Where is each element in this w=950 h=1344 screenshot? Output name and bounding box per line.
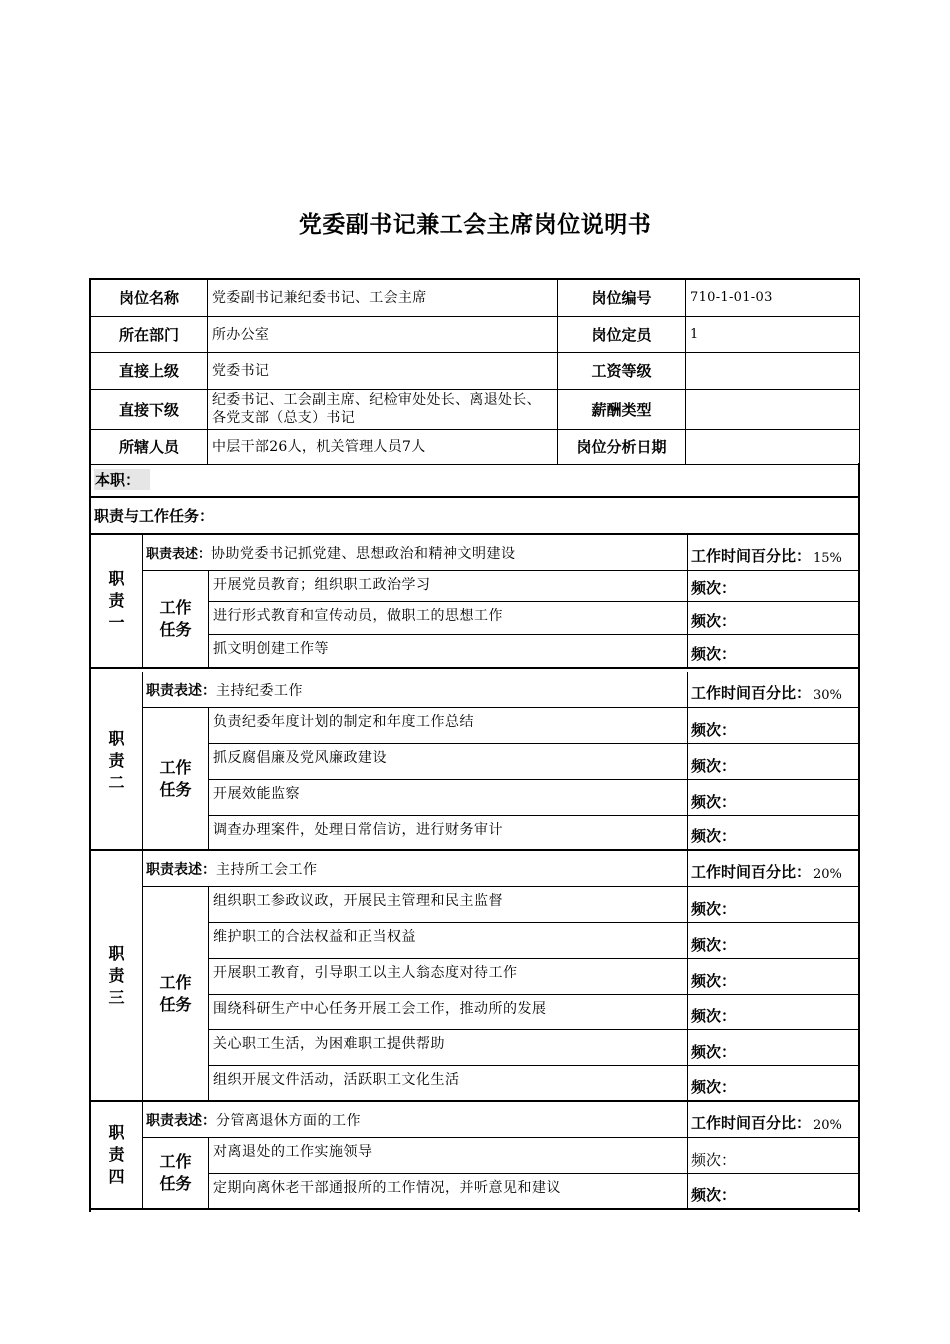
position-code-value: 710-1-01-03 [686, 280, 860, 317]
task-frequency: 频次： [688, 887, 858, 923]
task-frequency: 频次： [688, 959, 858, 995]
task-item: 组织开展文件活动，活跃职工文化生活 [209, 1066, 688, 1102]
duty-name-2 [91, 672, 143, 851]
duty-tasks-label-2 [143, 708, 209, 851]
task-frequency: 频次： [688, 1174, 858, 1210]
task-frequency: 频次： [688, 708, 858, 744]
position-name-value: 党委副书记兼纪委书记、工会主席 [208, 280, 558, 317]
duty-tasks-label-4 [143, 1138, 209, 1210]
duties-table [89, 535, 860, 1212]
subordinates-value: 纪委书记、工会副主席、纪检审处处长、离退处长、各党支部（总支）书记 [208, 390, 558, 430]
duty-time-label: 工作时间百分比： [691, 684, 812, 702]
duty-description-label: 职责表述： [146, 547, 212, 562]
salary-type-label: 薪酬类型 [558, 390, 686, 430]
task-frequency: 频次： [688, 780, 858, 816]
duty-tasks-label-text: 工作任务 [159, 972, 192, 1014]
duty-tasks-label-text: 工作任务 [159, 1152, 192, 1193]
task-frequency: 频次： [688, 744, 858, 780]
task-frequency: 频次： [688, 1066, 858, 1102]
document-title: 党委副书记兼工会主席岗位说明书 [298, 212, 652, 238]
duty-time-value: 20% [813, 867, 842, 882]
duty-tasks-label-3 [143, 887, 209, 1102]
task-frequency: 频次： [688, 1138, 858, 1174]
duty-description-2 [143, 672, 688, 708]
salary-type-value [686, 390, 860, 430]
task-item: 维护职工的合法权益和正当权益 [209, 923, 688, 959]
department-value: 所办公室 [208, 317, 558, 353]
task-item: 调查办理案件，处理日常信访，进行财务审计 [209, 816, 688, 851]
duty-description-label: 职责表述： [146, 861, 216, 878]
duty-description-text: 主持所工会工作 [216, 861, 318, 878]
task-item: 抓反腐倡廉及党风廉政建设 [209, 744, 688, 780]
duty-description-text: 分管离退休方面的工作 [216, 1112, 361, 1129]
basic-info-table [89, 278, 860, 465]
duty-description-1 [143, 535, 688, 571]
task-frequency: 频次： [688, 571, 858, 602]
duty-time-percent-2 [688, 672, 858, 708]
task-frequency: 频次： [688, 923, 858, 959]
task-item: 对离退处的工作实施领导 [209, 1138, 688, 1174]
duty-tasks-label-text: 工作任务 [159, 598, 192, 639]
duty-description-label: 职责表述： [146, 1112, 216, 1129]
main-duty-label [91, 463, 858, 498]
task-item: 组织职工参政议政，开展民主管理和民主监督 [209, 887, 688, 923]
duty-description-3 [143, 851, 688, 887]
analysis-date-value [686, 430, 860, 465]
main-duty-section [89, 463, 860, 537]
salary-grade-value [686, 353, 860, 390]
duty-tasks-label-text: 工作任务 [159, 757, 192, 799]
task-item: 抓文明创建工作等 [209, 635, 688, 669]
position-code-label: 岗位编号 [558, 280, 686, 317]
duty-description-text: 主持纪委工作 [216, 682, 303, 699]
duty-name-3 [91, 851, 143, 1102]
headcount-value: 1 [686, 317, 860, 353]
salary-grade-label: 工资等级 [558, 353, 686, 390]
task-frequency: 频次： [688, 1030, 858, 1066]
duty-time-value: 30% [813, 688, 842, 703]
main-duty-label-text: 本职： [94, 469, 150, 490]
analysis-date-label: 岗位分析日期 [558, 430, 686, 465]
duty-name-text: 职责二 [108, 728, 125, 792]
duty-time-percent-4 [688, 1102, 858, 1138]
duty-time-percent-3 [688, 851, 858, 887]
task-item: 开展职工教育，引导职工以主人翁态度对待工作 [209, 959, 688, 995]
duty-name-1 [91, 535, 143, 669]
superior-label: 直接上级 [91, 353, 208, 390]
superior-value: 党委书记 [208, 353, 558, 390]
task-frequency: 频次： [688, 635, 858, 669]
duty-name-4 [91, 1102, 143, 1210]
duty-description-text: 协助党委书记抓党建、思想政治和精神文明建设 [211, 545, 516, 562]
task-item: 开展效能监察 [209, 780, 688, 816]
duty-name-text: 职责一 [108, 569, 125, 632]
task-item: 开展党员教育；组织职工政治学习 [209, 571, 688, 602]
duty-name-text: 职责四 [108, 1123, 125, 1186]
task-frequency: 频次： [688, 602, 858, 635]
task-item: 关心职工生活，为困难职工提供帮助 [209, 1030, 688, 1066]
task-item: 进行形式教育和宣传动员，做职工的思想工作 [209, 602, 688, 635]
task-item: 定期向离休老干部通报所的工作情况，并听意见和建议 [209, 1174, 688, 1210]
position-name-label: 岗位名称 [91, 280, 208, 317]
department-label: 所在部门 [91, 317, 208, 353]
task-frequency: 频次： [688, 995, 858, 1030]
task-item: 负责纪委年度计划的制定和年度工作总结 [209, 708, 688, 744]
duties-heading: 职责与工作任务： [91, 498, 858, 535]
duty-name-text: 职责三 [108, 943, 125, 1007]
duty-time-label: 工作时间百分比： [691, 547, 812, 565]
subordinates-label: 直接下级 [91, 390, 208, 430]
duty-time-percent-1 [688, 535, 858, 571]
task-frequency: 频次： [688, 816, 858, 851]
duty-time-label: 工作时间百分比： [691, 863, 812, 881]
staff-value: 中层干部26人，机关管理人员7人 [208, 430, 558, 465]
staff-label: 所辖人员 [91, 430, 208, 465]
duty-time-value: 20% [813, 1118, 842, 1133]
duty-description-label: 职责表述： [146, 682, 216, 699]
task-item: 围绕科研生产中心任务开展工会工作，推动所的发展 [209, 995, 688, 1030]
duty-tasks-label-1 [143, 571, 209, 669]
headcount-label: 岗位定员 [558, 317, 686, 353]
duty-time-label: 工作时间百分比： [691, 1114, 812, 1132]
duty-time-value: 15% [813, 551, 842, 566]
duty-description-4 [143, 1102, 688, 1138]
